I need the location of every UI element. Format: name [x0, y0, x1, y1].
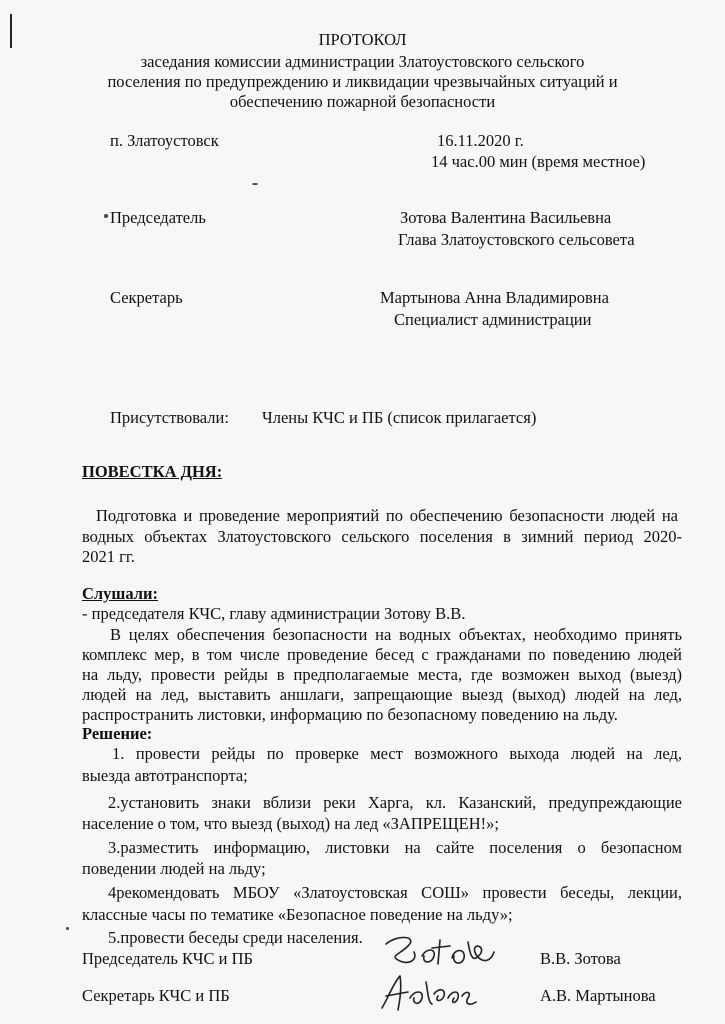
attendance-label: Присутствовали:: [110, 408, 229, 427]
chairman-name: Зотова Валентина Васильевна: [400, 208, 612, 227]
secretary-role: Секретарь: [110, 288, 183, 307]
decision-item: 2.установить знаки вблизи реки Харга, кл. Казанский, предупреждающие: [108, 793, 682, 812]
scan-speck: [66, 927, 69, 930]
meeting-time: 14 час.00 мин (время местное): [431, 152, 646, 171]
protocol-subtitle-line: поселения по предупреждению и ликвидации чрезвычайных ситуаций и: [107, 72, 618, 91]
decision-item: выезда автотранспорта;: [82, 766, 248, 785]
secretary-signature-name: А.В. Мартынова: [540, 986, 656, 1005]
secretary-signature-label: Секретарь КЧС и ПБ: [82, 986, 230, 1005]
decision-item: население о том, что выезд (выход) на лед «ЗАПРЕЩЕН!»;: [82, 814, 499, 833]
meeting-date: 16.11.2020 г.: [437, 131, 524, 150]
decision-item: 4рекомендовать МБОУ «Златоустовская СОШ» провести беседы, лекции,: [108, 883, 682, 902]
chairman-role: Председатель: [110, 208, 206, 227]
heard-line: комплекс мер, в том числе проведение бесед с гражданами по поведению людей: [82, 645, 682, 664]
scan-speck: [252, 183, 258, 185]
protocol-title: ПРОТОКОЛ: [318, 30, 407, 49]
heard-speaker: - председателя КЧС, главу администрации Зотову В.В.: [82, 604, 466, 623]
decision-item: 1. провести рейды по проверке мест возможного выхода людей на лед,: [112, 744, 682, 763]
attendance-value: Члены КЧС и ПБ (список прилагается): [262, 408, 537, 427]
secretary-position: Специалист администрации: [394, 310, 592, 329]
meeting-place: п. Златоустовск: [110, 131, 219, 150]
scan-speck: [104, 214, 108, 218]
decision-heading: Решение:: [82, 724, 153, 743]
decision-item: 5.провести беседы среди населения.: [108, 928, 363, 947]
protocol-subtitle-line: заседания комиссии администрации Златоустовского сельского: [140, 52, 585, 71]
secretary-name: Мартынова Анна Владимировна: [380, 288, 609, 307]
chair-signature-label: Председатель КЧС и ПБ: [82, 949, 253, 968]
heard-line: распространить листовки, информацию по безопасному поведению на льду.: [82, 705, 618, 724]
agenda-heading: ПОВЕСТКА ДНЯ:: [82, 462, 223, 481]
agenda-line: водных объектах Златоустовского сельского поселения в зимний период 2020-: [82, 527, 682, 546]
heard-line: на льду, провести рейды в предполагаемые места, где возможен выход (выезд): [82, 665, 682, 684]
heard-line: В целях обеспечения безопасности на водных объектах, необходимо принять: [110, 625, 682, 644]
decision-item: поведении людей на льду;: [82, 859, 266, 878]
heard-line: людей на лед, выставить аншлаги, запрещающие выезд (выход) людей на лед,: [82, 685, 682, 704]
heard-heading: Слушали:: [82, 584, 159, 603]
decision-item: 3.разместить информацию, листовки на сайте поселения о безопасном: [108, 838, 682, 857]
agenda-line: Подготовка и проведение мероприятий по обеспечению безопасности людей на: [96, 506, 678, 525]
chairman-position: Глава Златоустовского сельсовета: [398, 230, 635, 249]
decision-item: классные часы по тематике «Безопасное поведение на льду»;: [82, 905, 513, 924]
protocol-subtitle-line: обеспечению пожарной безопасности: [229, 92, 496, 111]
secretary-handwritten-signature: [372, 968, 482, 1016]
chair-signature-name: В.В. Зотова: [540, 949, 621, 968]
agenda-line: 2021 гг.: [82, 547, 135, 566]
